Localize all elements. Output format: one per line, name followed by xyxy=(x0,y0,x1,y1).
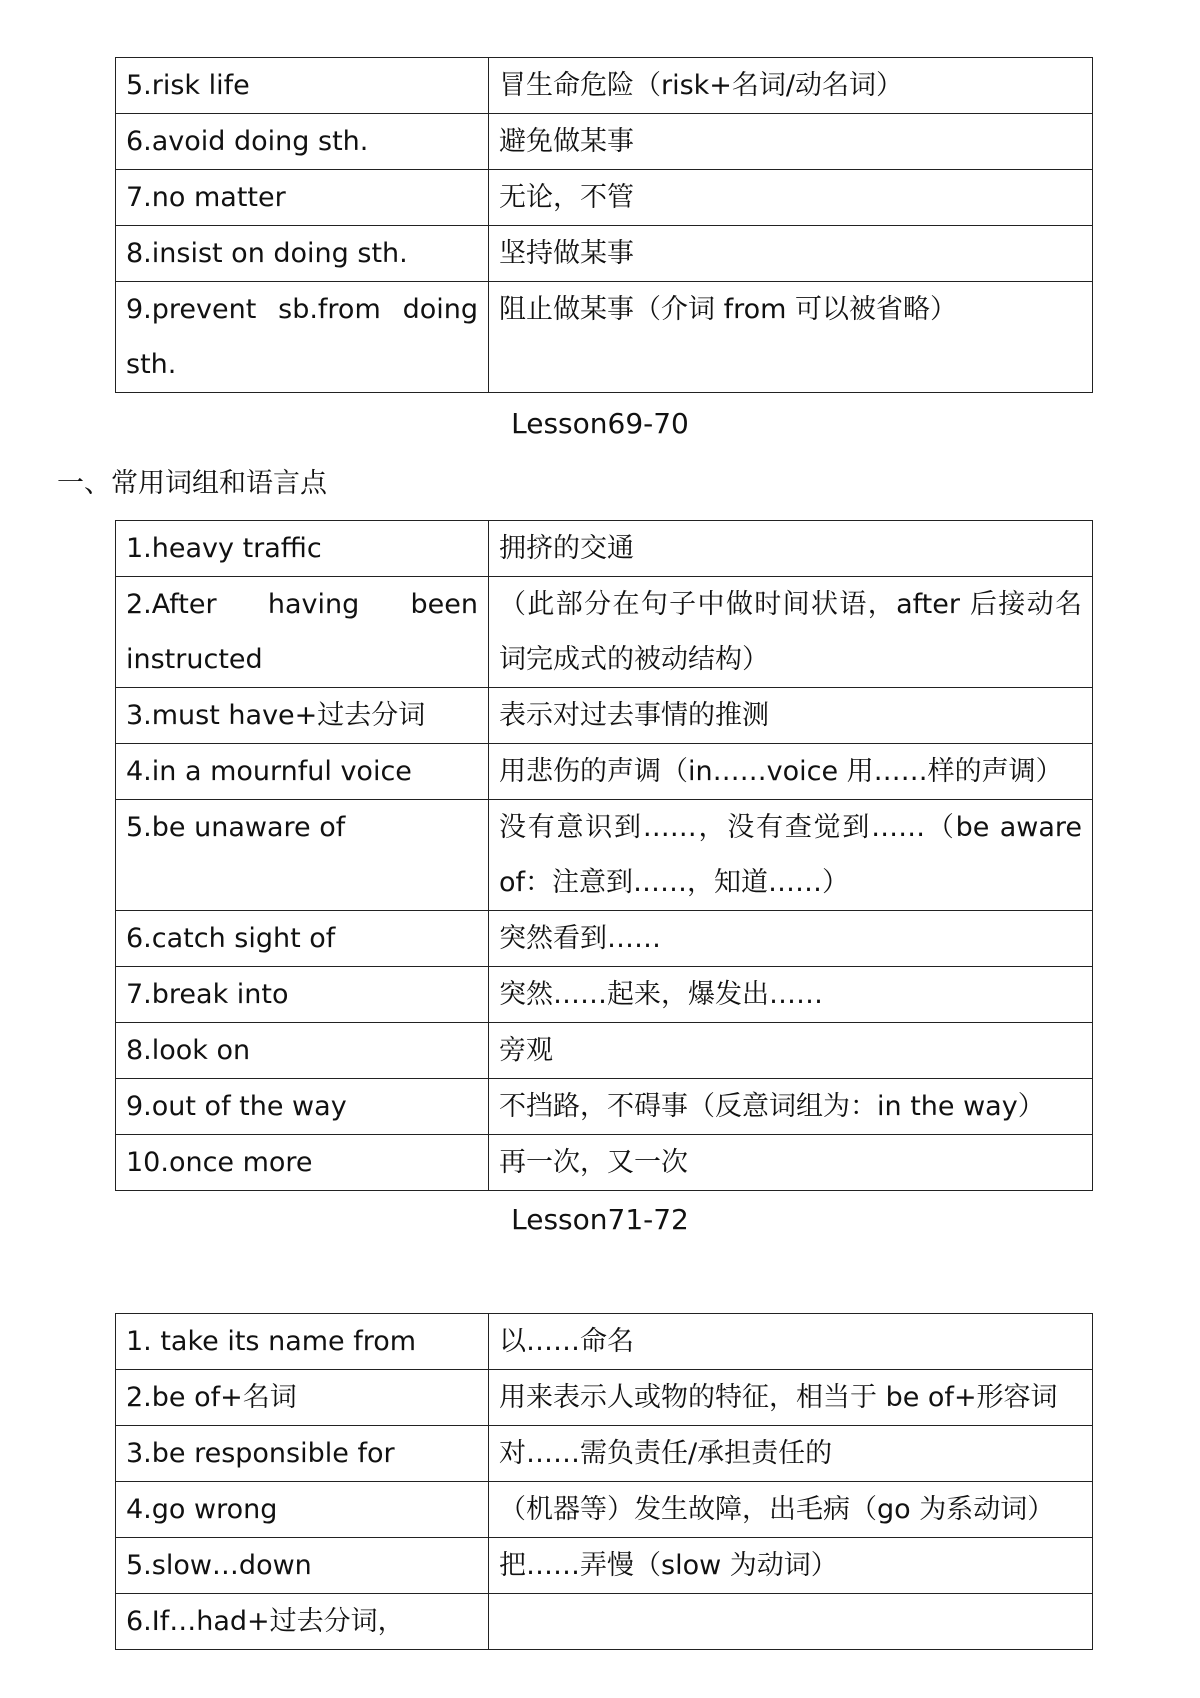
table-row xyxy=(116,911,1093,967)
phrase-cell: 1. take its name from xyxy=(116,1314,489,1370)
meaning-cell: （此部分在句子中做时间状语，after 后接动名词完成式的被动结构） xyxy=(489,577,1093,688)
meaning-cell: 以……命名 xyxy=(489,1314,1093,1370)
phrase-cell: 4.go wrong xyxy=(116,1482,489,1538)
phrase-cell: 4.in a mournful voice xyxy=(116,744,489,800)
table-row xyxy=(116,1370,1093,1426)
meaning-cell: 无论，不管 xyxy=(489,170,1093,226)
phrase-cell: 6.catch sight of xyxy=(116,911,489,967)
phrase-table-lesson-69-70 xyxy=(115,520,1093,1191)
phrase-cell: 1.heavy traffic xyxy=(116,521,489,577)
phrase-cell: 3.must have+过去分词 xyxy=(116,688,489,744)
lesson-heading-71-72: Lesson71-72 xyxy=(511,1203,689,1236)
phrase-cell: 3.be responsible for xyxy=(116,1426,489,1482)
table-row xyxy=(116,170,1093,226)
table-row xyxy=(116,1135,1093,1191)
meaning-cell: 再一次，又一次 xyxy=(489,1135,1093,1191)
phrase-table-lesson-67-68 xyxy=(115,57,1093,393)
meaning-cell: 突然看到…… xyxy=(489,911,1093,967)
meaning-cell: 避免做某事 xyxy=(489,114,1093,170)
table-row xyxy=(116,1482,1093,1538)
meaning-cell: 对……需负责任/承担责任的 xyxy=(489,1426,1093,1482)
table-row xyxy=(116,1426,1093,1482)
table-row xyxy=(116,1023,1093,1079)
phrase-cell: 6.If…had+过去分词， xyxy=(116,1594,489,1650)
table-row xyxy=(116,744,1093,800)
section-title: 一、常用词组和语言点 xyxy=(57,468,327,499)
meaning-cell: 拥挤的交通 xyxy=(489,521,1093,577)
table-row xyxy=(116,226,1093,282)
table-row xyxy=(116,282,1093,393)
table-row xyxy=(116,1314,1093,1370)
meaning-cell: 冒生命危险（risk+名词/动名词） xyxy=(489,58,1093,114)
phrase-cell: 10.once more xyxy=(116,1135,489,1191)
table-row xyxy=(116,688,1093,744)
table-row xyxy=(116,58,1093,114)
lesson-heading-69-70: Lesson69-70 xyxy=(511,407,689,440)
phrase-cell: 7.break into xyxy=(116,967,489,1023)
meaning-cell: 旁观 xyxy=(489,1023,1093,1079)
meaning-cell: 表示对过去事情的推测 xyxy=(489,688,1093,744)
phrase-cell: 7.no matter xyxy=(116,170,489,226)
table-row xyxy=(116,577,1093,688)
phrase-cell: 9.out of the way xyxy=(116,1079,489,1135)
phrase-cell: 5.be unaware of xyxy=(116,800,489,911)
meaning-cell: 用来表示人或物的特征，相当于 be of+形容词 xyxy=(489,1370,1093,1426)
meaning-cell: 阻止做某事（介词 from 可以被省略） xyxy=(489,282,1093,393)
phrase-table-lesson-71-72 xyxy=(115,1313,1093,1650)
phrase-cell: 8.look on xyxy=(116,1023,489,1079)
phrase-cell: 5.slow…down xyxy=(116,1538,489,1594)
meaning-cell: 没有意识到……，没有查觉到……（be aware of：注意到……，知道……） xyxy=(489,800,1093,911)
table-row xyxy=(116,521,1093,577)
meaning-cell xyxy=(489,1594,1093,1650)
meaning-cell: 突然……起来，爆发出…… xyxy=(489,967,1093,1023)
meaning-cell: （机器等）发生故障，出毛病（go 为系动词） xyxy=(489,1482,1093,1538)
table-row xyxy=(116,1538,1093,1594)
meaning-cell: 不挡路，不碍事（反意词组为：in the way） xyxy=(489,1079,1093,1135)
meaning-cell: 把……弄慢（slow 为动词） xyxy=(489,1538,1093,1594)
table-row xyxy=(116,1594,1093,1650)
phrase-cell: 5.risk life xyxy=(116,58,489,114)
phrase-cell: 9.prevent sb.from doing sth. xyxy=(116,282,489,393)
phrase-cell: 6.avoid doing sth. xyxy=(116,114,489,170)
phrase-cell: 2.be of+名词 xyxy=(116,1370,489,1426)
phrase-cell: 8.insist on doing sth. xyxy=(116,226,489,282)
table-row xyxy=(116,1079,1093,1135)
table-row xyxy=(116,800,1093,911)
meaning-cell: 用悲伤的声调（in……voice 用……样的声调） xyxy=(489,744,1093,800)
table-row xyxy=(116,114,1093,170)
meaning-cell: 坚持做某事 xyxy=(489,226,1093,282)
phrase-cell: 2.After having been instructed xyxy=(116,577,489,688)
table-row xyxy=(116,967,1093,1023)
